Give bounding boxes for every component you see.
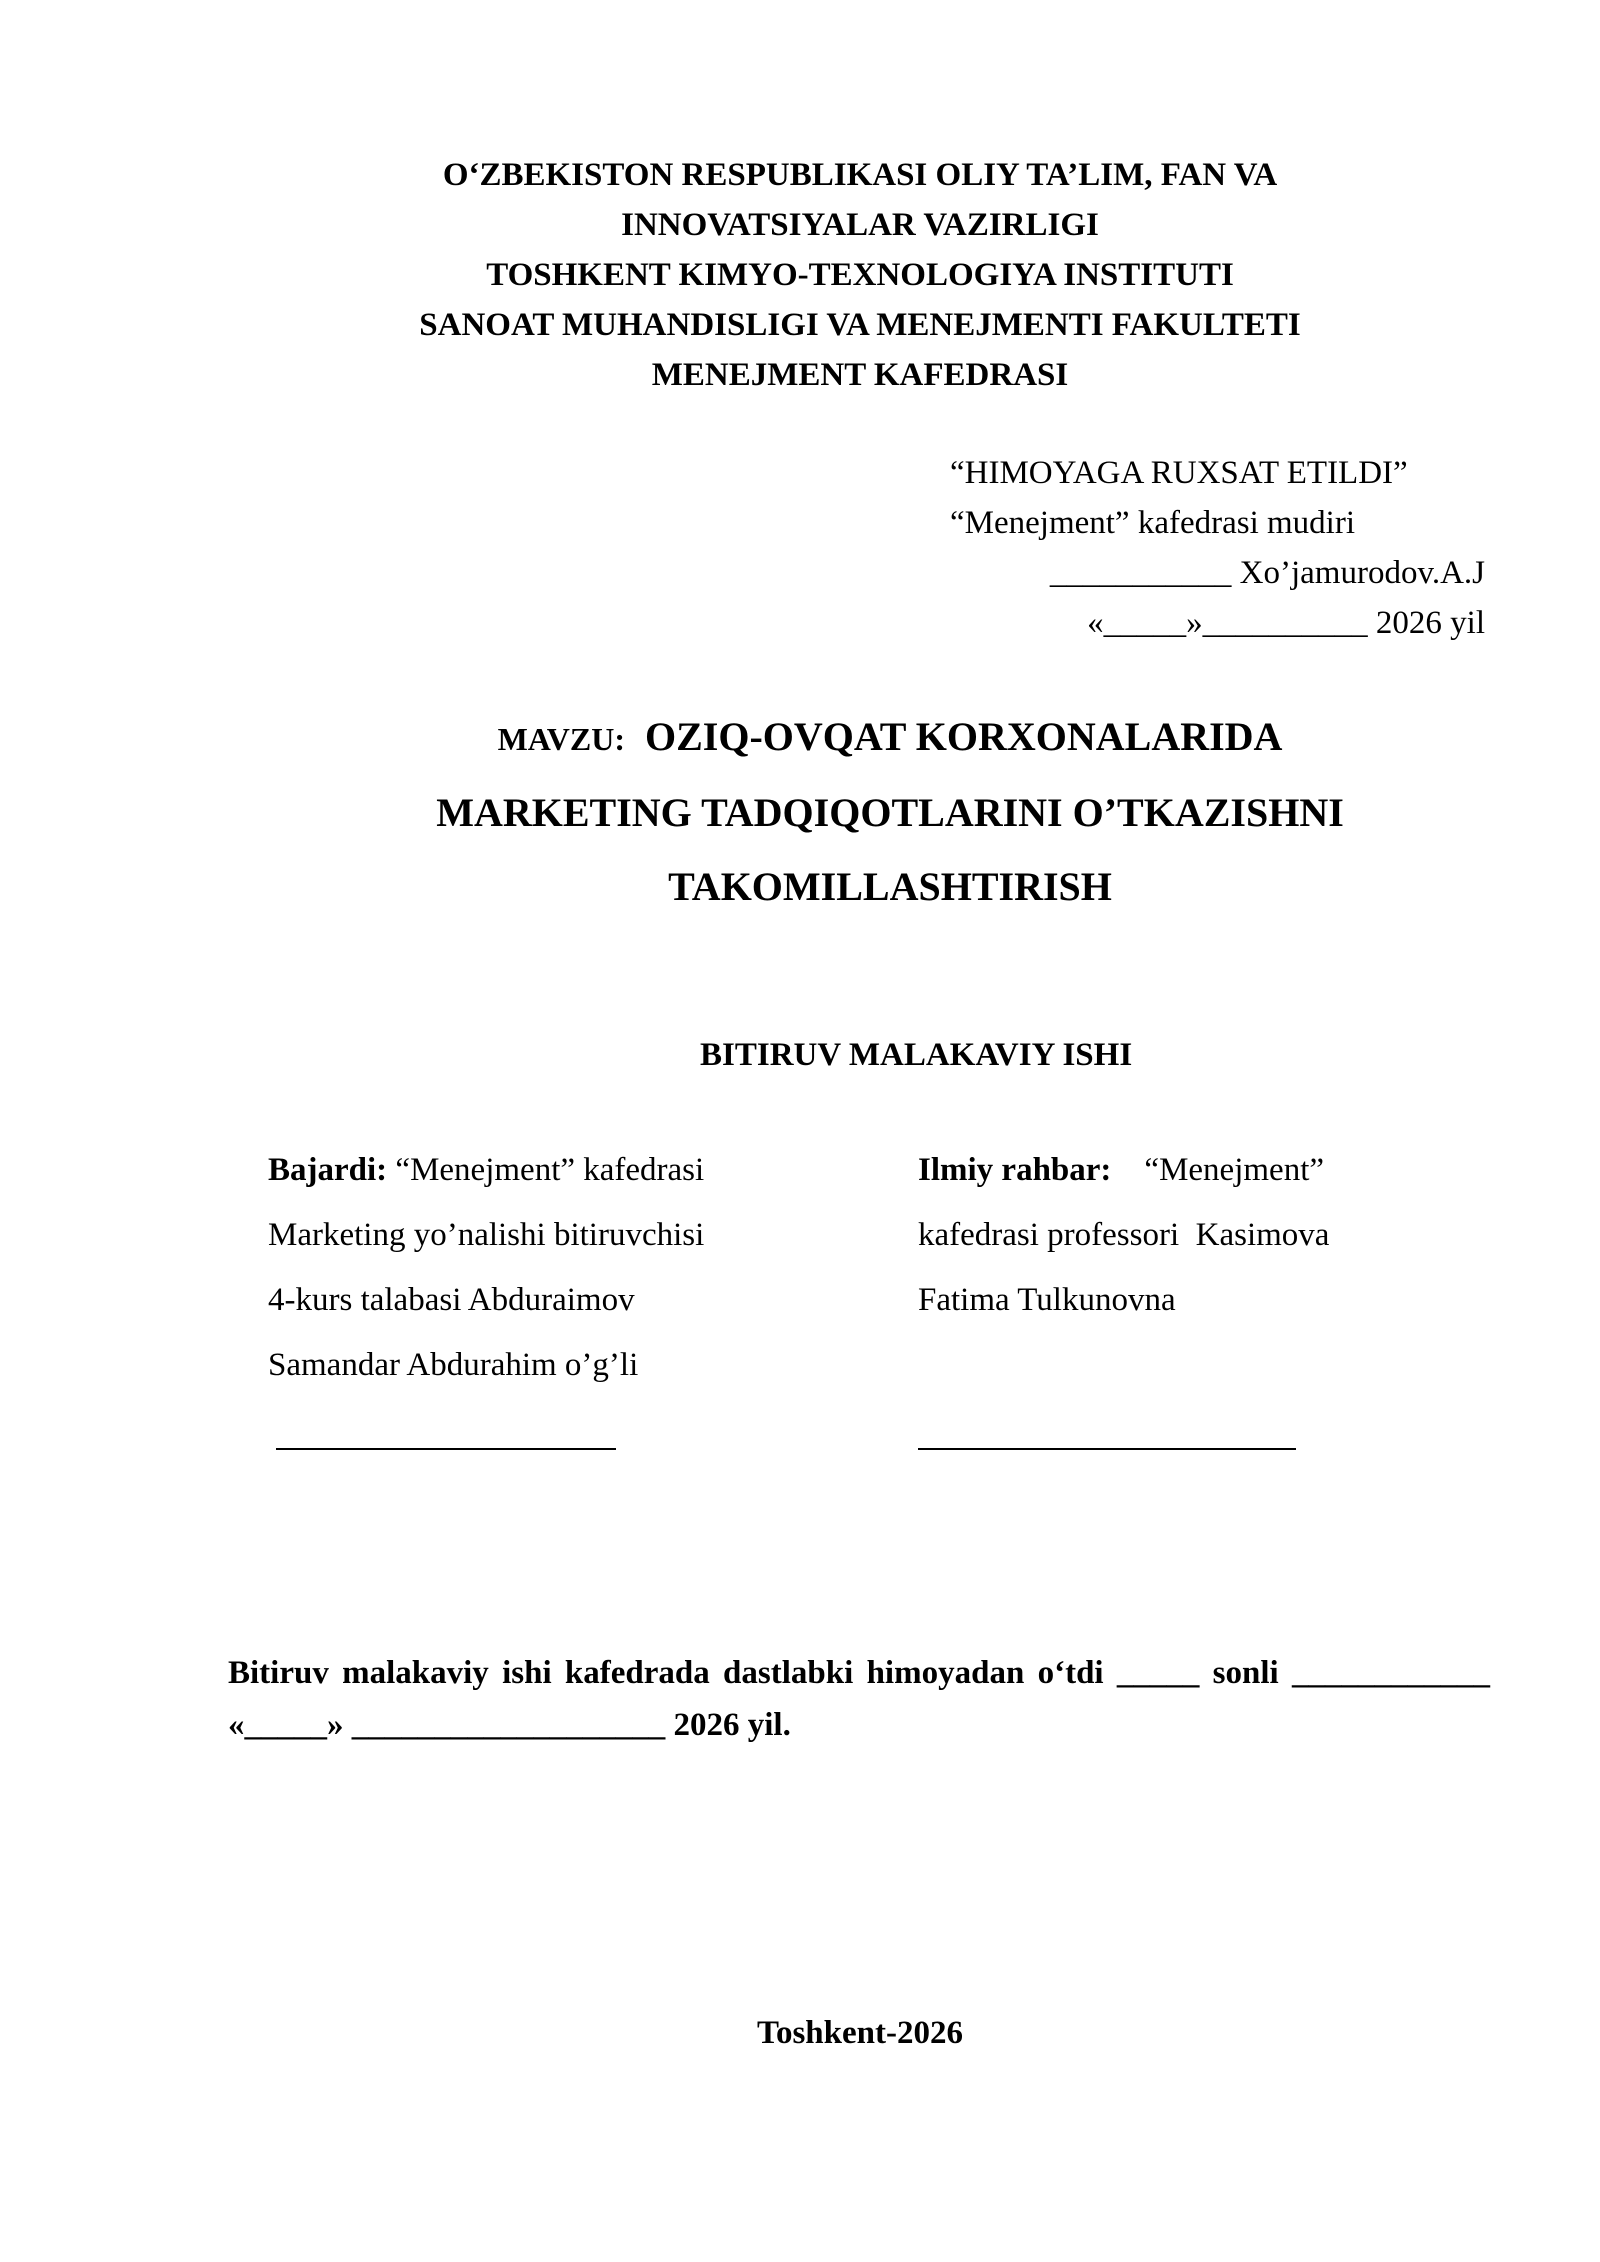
header-line-1: O‘ZBEKISTON RESPUBLIKASI OLIY TA’LIM, FAN VA [442,157,1278,193]
header-line-3: TOSHKENT KIMYO-TEXNOLOGIYA INSTITUTI [486,257,1234,293]
performer-label: Bajardi: [268,1152,388,1188]
topic-title-2: MARKETING TADQIQOTLARINI O’TKAZISHNI [436,790,1344,835]
performer-dept: “Menejment” kafedrasi [387,1152,705,1188]
topic-block [300,700,1480,924]
header-line-4: SANOAT MUHANDISLIGI VA MENEJMENTI FAKULTETI [419,307,1301,343]
supervisor-label: Ilmiy rahbar: [918,1152,1112,1188]
supervisor-line-3: Fatima Tulkunovna [918,1282,1176,1318]
supervisor-signature-line [918,1448,1296,1450]
topic-title-3: TAKOMILLASHTIRISH [668,864,1112,909]
topic-label: MAVZU: [497,721,625,757]
topic-title-1: OZIQ-OVQAT KORXONALARIDA [644,714,1283,759]
approval-title: “HIMOYAGA RUXSAT ETILDI” [950,455,1408,491]
supervisor-dept: “Menejment” [1111,1152,1325,1188]
city-year: Toshkent-2026 [756,2015,963,2051]
approval-block [950,448,1485,648]
performer-line-2: Marketing yo’nalishi bitiruvchisi [268,1217,705,1253]
defense-note: Bitiruv malakaviy ishi kafedrada dastlabki himoyadan o‘tdi _____ sonli ____________ «_____» ___________________ 2026 yil. [228,1655,1490,1743]
supervisor-line-1 [918,1138,1329,1203]
performer-line-1 [268,1138,704,1203]
header-line-5: MENEJMENT KAFEDRASI [651,357,1069,393]
performer-line-4: Samandar Abdurahim o’g’li [268,1347,639,1383]
performer-line-3: 4-kurs talabasi Abduraimov [268,1282,635,1318]
supervisor-block [918,1138,1329,1333]
header-line-2: INNOVATSIYALAR VAZIRLIGI [621,207,1099,243]
topic-line-1 [300,700,1480,776]
approval-date: «_____»__________ 2026 yil [1087,605,1485,641]
institution-header [230,150,1490,400]
approval-signature: ___________ Xo’jamurodov.A.J [1049,555,1485,591]
work-type: BITIRUV MALAKAVIY ISHI [700,1037,1133,1073]
approval-position: “Menejment” kafedrasi mudiri [950,505,1356,541]
performer-block [268,1138,704,1398]
supervisor-line-2: kafedrasi professori Kasimova [918,1217,1330,1253]
performer-signature-line [276,1448,616,1450]
